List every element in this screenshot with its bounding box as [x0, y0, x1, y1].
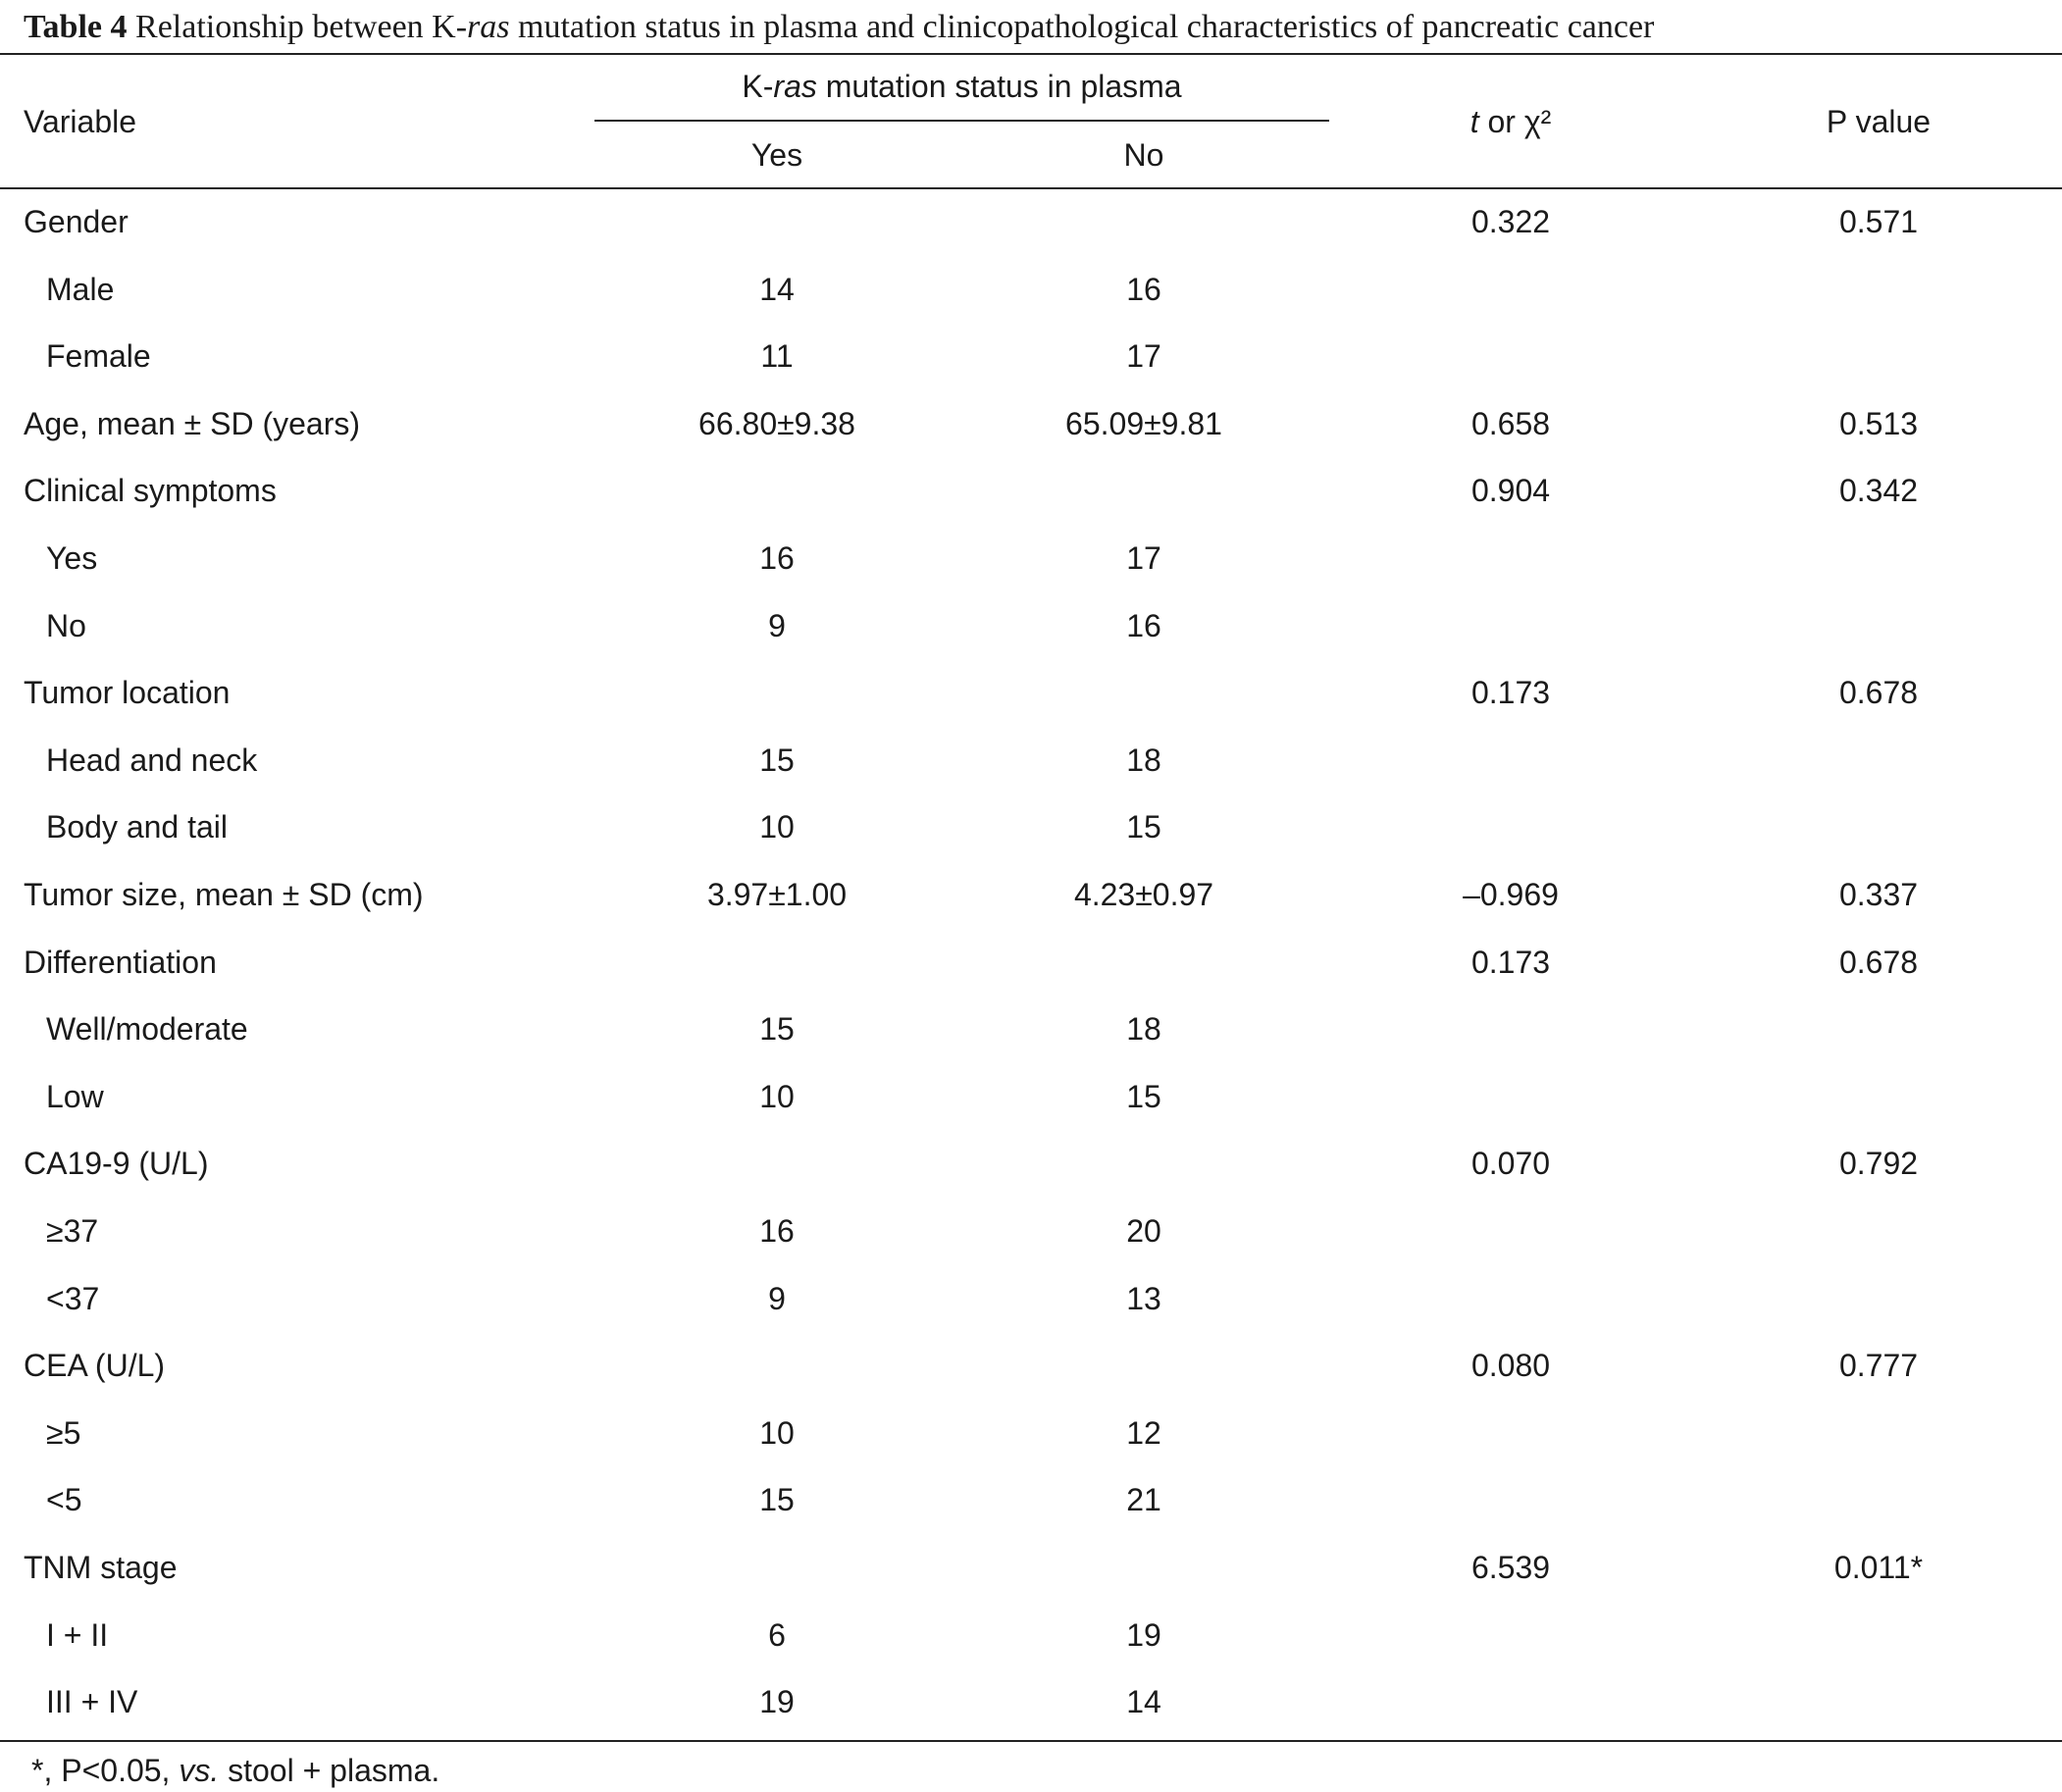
- cell-no: 4.23±0.97: [1073, 877, 1214, 912]
- cell-no: 15: [1126, 1079, 1161, 1114]
- caption-text-before: Relationship between K-: [127, 9, 468, 45]
- header-no: No: [1123, 137, 1164, 173]
- cell-no: 15: [1126, 809, 1161, 845]
- row-label: CA19-9 (U/L): [24, 1146, 209, 1181]
- header-yes: Yes: [750, 137, 803, 173]
- cell-p-value: 0.337: [1838, 877, 1919, 912]
- cell-statistic: 0.173: [1470, 945, 1551, 980]
- cell-yes: 19: [759, 1684, 795, 1719]
- cell-no: 21: [1126, 1482, 1161, 1517]
- row-label: Gender: [24, 204, 129, 239]
- cell-statistic: 0.070: [1470, 1146, 1551, 1181]
- cell-statistic: 0.904: [1470, 473, 1551, 508]
- cell-p-value: 0.342: [1838, 473, 1919, 508]
- header-statistic: [1364, 102, 1658, 141]
- header-group-italic: ras: [773, 69, 817, 104]
- row-label: No: [46, 608, 86, 643]
- cell-yes: 15: [759, 1011, 795, 1047]
- row-label: Head and neck: [46, 742, 258, 778]
- cell-statistic: 6.539: [1470, 1550, 1551, 1585]
- cell-yes: 14: [759, 272, 795, 307]
- cell-yes: 66.80±9.38: [698, 406, 855, 441]
- header-variable: Variable: [24, 104, 137, 139]
- cell-statistic: 0.658: [1470, 406, 1551, 441]
- header-p-value: P value: [1826, 104, 1932, 139]
- cell-no: 18: [1126, 1011, 1161, 1047]
- cell-no: 14: [1126, 1684, 1161, 1719]
- row-label: Body and tail: [46, 809, 229, 845]
- cell-p-value: 0.571: [1838, 204, 1919, 239]
- row-label: <37: [46, 1281, 100, 1316]
- row-label: Clinical symptoms: [24, 473, 277, 508]
- table-label: Table 4: [24, 9, 128, 45]
- header-group-suffix: mutation status in plasma: [816, 69, 1182, 104]
- cell-p-value: 0.792: [1838, 1146, 1919, 1181]
- header-group-prefix: K-: [742, 69, 774, 104]
- row-label: Well/moderate: [46, 1011, 248, 1047]
- group-header-rule: [594, 120, 1329, 122]
- row-label: Tumor size, mean ± SD (cm): [24, 877, 424, 912]
- row-label: Age, mean ± SD (years): [24, 406, 361, 441]
- cell-no: 13: [1126, 1281, 1161, 1316]
- cell-no: 17: [1126, 540, 1161, 576]
- row-label: CEA (U/L): [24, 1348, 166, 1383]
- cell-yes: 15: [759, 742, 795, 778]
- row-label: Differentiation: [24, 945, 217, 980]
- cell-p-value: 0.678: [1838, 675, 1919, 710]
- header-stat-rest: or χ²: [1478, 104, 1552, 139]
- table-caption: [24, 6, 1654, 49]
- cell-no: 19: [1126, 1617, 1161, 1653]
- cell-yes: 6: [768, 1617, 786, 1653]
- row-label: Low: [46, 1079, 104, 1114]
- top-rule: [0, 53, 2062, 55]
- row-label: Yes: [46, 540, 98, 576]
- cell-p-value: 0.777: [1838, 1348, 1919, 1383]
- cell-p-value: 0.011*: [1833, 1550, 1924, 1585]
- cell-p-value: 0.678: [1838, 945, 1919, 980]
- row-label: Female: [46, 338, 151, 374]
- row-label: Male: [46, 272, 115, 307]
- cell-no: 12: [1126, 1415, 1161, 1451]
- cell-statistic: 0.080: [1470, 1348, 1551, 1383]
- cell-yes: 10: [759, 809, 795, 845]
- cell-no: 18: [1126, 742, 1161, 778]
- bottom-rule: [0, 1740, 2062, 1742]
- cell-yes: 16: [759, 1213, 795, 1249]
- cell-statistic: –0.969: [1463, 877, 1559, 912]
- cell-statistic: 0.173: [1470, 675, 1551, 710]
- footnote-after: stool + plasma.: [219, 1753, 440, 1788]
- cell-yes: 3.97±1.00: [706, 877, 848, 912]
- row-label: ≥5: [46, 1415, 81, 1451]
- cell-yes: 10: [759, 1079, 795, 1114]
- footnote-before: *, P<0.05,: [31, 1753, 180, 1788]
- cell-statistic: 0.322: [1470, 204, 1551, 239]
- cell-yes: 11: [760, 338, 794, 374]
- cell-yes: 9: [768, 1281, 786, 1316]
- row-label: I + II: [46, 1617, 109, 1653]
- row-label: ≥37: [46, 1213, 99, 1249]
- cell-no: 65.09±9.81: [1065, 406, 1222, 441]
- cell-yes: 15: [759, 1482, 795, 1517]
- header-stat-italic: t: [1469, 104, 1479, 139]
- cell-no: 20: [1126, 1213, 1161, 1249]
- header-group-kras: [594, 67, 1329, 106]
- cell-yes: 16: [759, 540, 795, 576]
- row-label: III + IV: [46, 1684, 138, 1719]
- cell-no: 16: [1126, 608, 1161, 643]
- caption-text-italic: ras: [467, 9, 510, 45]
- cell-yes: 10: [759, 1415, 795, 1451]
- cell-no: 17: [1126, 338, 1161, 374]
- cell-p-value: 0.513: [1838, 406, 1919, 441]
- table-footnote: [31, 1751, 439, 1790]
- caption-text-after: mutation status in plasma and clinicopathological characteristics of pancreatic cancer: [509, 9, 1655, 45]
- row-label: TNM stage: [24, 1550, 178, 1585]
- cell-no: 16: [1126, 272, 1161, 307]
- row-label: <5: [46, 1482, 82, 1517]
- footnote-italic: vs.: [179, 1753, 220, 1788]
- header-bottom-rule: [0, 187, 2062, 189]
- row-label: Tumor location: [24, 675, 231, 710]
- cell-yes: 9: [768, 608, 786, 643]
